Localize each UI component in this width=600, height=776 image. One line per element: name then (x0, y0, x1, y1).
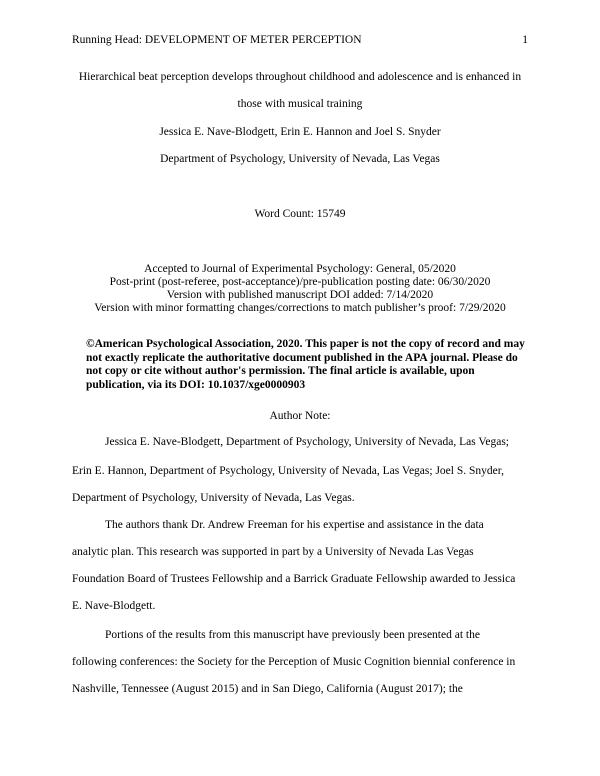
doi-added-line: Version with published manuscript DOI added: 7/14/2020 (166, 289, 434, 301)
running-head: Running Head: DEVELOPMENT OF METER PERCEPTION (72, 34, 362, 46)
author-note-p1-line-1: Jessica E. Nave-Blodgett, Department of Psychology, University of Nevada, Las Vegas; (105, 436, 509, 448)
author-note-p2-line-2: analytic plan. This research was supported in part by a University of Nevada Las Vegas (72, 546, 474, 558)
accepted-line: Accepted to Journal of Experimental Psychology: General, 05/2020 (144, 263, 456, 275)
author-note-p1-line-3: Department of Psychology, University of Nevada, Las Vegas. (72, 492, 355, 504)
page-number: 1 (522, 34, 528, 46)
author-note-p2-line-1: The authors thank Dr. Andrew Freeman for his expertise and assistance in the data (105, 519, 484, 531)
author-note-p2-line-4: E. Nave-Blodgett. (72, 600, 156, 612)
author-note-p3-line-1: Portions of the results from this manuscript have previously been presented at the (105, 629, 480, 641)
author-note-heading: Author Note: (269, 410, 331, 422)
title-line-2: those with musical training (237, 98, 363, 110)
author-note-p1-line-2: Erin E. Hannon, Department of Psychology, University of Nevada, Las Vegas; Joel S. Snyder, (72, 465, 504, 477)
author-note-p2-line-3: Foundation Board of Trustees Fellowship and a Barrick Graduate Fellowship awarded to Jessica (72, 573, 516, 585)
affiliation: Department of Psychology, University of Nevada, Las Vegas (160, 153, 440, 165)
postprint-line: Post-print (post-referee, post-acceptance)/pre-publication posting date: 06/30/2020 (109, 276, 491, 288)
author-note-p3-line-2: following conferences: the Society for the Perception of Music Cognition biennial conference in (72, 656, 516, 668)
title-line-1: Hierarchical beat perception develops throughout childhood and adolescence and is enhanced in (78, 71, 522, 83)
author-note-p3-line-3: Nashville, Tennessee (August 2015) and in San Diego, California (August 2017); the (72, 683, 463, 695)
minor-changes-line: Version with minor formatting changes/corrections to match publisher’s proof: 7/29/2020 (94, 302, 506, 314)
authors: Jessica E. Nave-Blodgett, Erin E. Hannon and Joel S. Snyder (159, 126, 441, 138)
copyright-notice: ©American Psychological Association, 2020. This paper is not the copy of record and may not exactly replicate the authoritative document published in the APA journal. Please do not copy or cite without author's permission. The final article is available, upon publication, via its DOI: 10.1037/xge0000903 (86, 338, 525, 391)
word-count: Word Count: 15749 (254, 208, 346, 220)
